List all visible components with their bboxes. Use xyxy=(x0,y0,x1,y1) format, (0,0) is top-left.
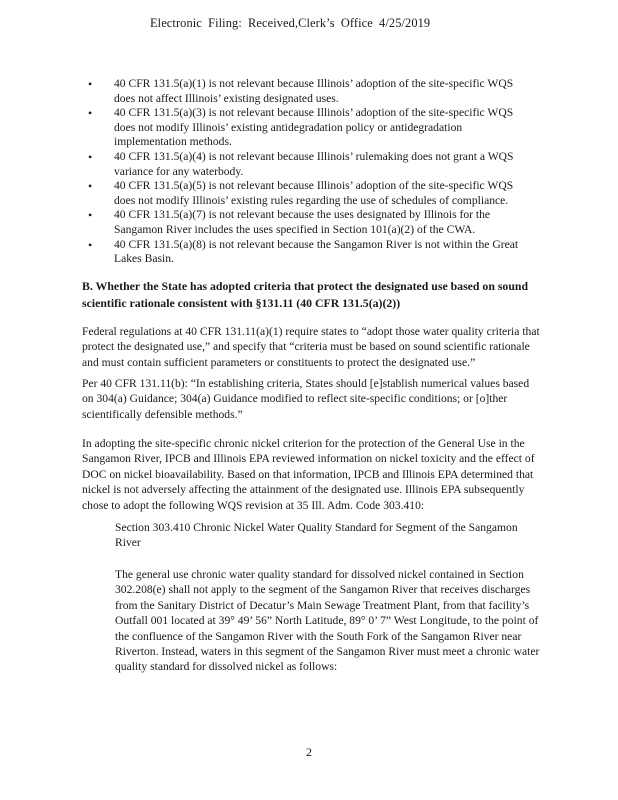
bullet-icon: • xyxy=(88,237,93,252)
bullet-text: 40 CFR 131.5(a)(4) is not relevant because Illinois’ rulemaking does not grant a WQS variance for any waterbody. xyxy=(114,149,514,178)
paragraph-criteria-guidance: Per 40 CFR 131.11(b): “In establishing criteria, States should [e]stablish numerical values based on 304(a) Guidance; 304(a) Guidance modified to reflect site-specific conditions; or [o]ther scientifically defensible methods.” xyxy=(82,377,530,421)
bullet-icon: • xyxy=(88,149,93,164)
list-item xyxy=(82,77,534,106)
list-item xyxy=(82,150,534,179)
bullet-icon: • xyxy=(88,179,93,194)
paragraph-federal-regulations: Federal regulations at 40 CFR 131.11(a)(1) require states to “adopt those water quality criteria that protect the designated use,” and specify that “criteria must be based on sound scientific rationale and must contain sufficient parameters or constituents to protect the designated use.” xyxy=(82,325,540,369)
bullet-list xyxy=(82,77,534,267)
filing-header: Electronic Filing: Received,Clerk’s Office 4/25/2019 xyxy=(150,16,431,30)
paragraph-nickel-criterion: In adopting the site-specific chronic nickel criterion for the protection of the General Use in the Sangamon River, IPCB and Illinois EPA reviewed information on nickel toxicity and the effect of DOC on nickel bioavailability. Based on that information, IPCB and Illinois EPA determined that nickel is not adversely affecting the attainment of the designated use. Illinois EPA subsequently chose to adopt the following WQS revision at 35 Ill. Adm. Code 303.410: xyxy=(82,437,535,512)
section-heading: B. Whether the State has adopted criteria that protect the designated use based on sound scientific rationale consistent with §131.11 (40 CFR 131.5(a)(2)) xyxy=(82,279,529,310)
list-item xyxy=(82,179,534,208)
bullet-icon: • xyxy=(88,106,93,121)
list-item xyxy=(82,238,534,267)
bullet-text: 40 CFR 131.5(a)(5) is not relevant because Illinois’ adoption of the site-specific WQS does not modify Illinois’ existing rules regarding the use of schedules of compliance. xyxy=(114,179,514,207)
bullet-icon: • xyxy=(88,208,93,223)
list-item xyxy=(82,208,534,237)
quoted-section-title: Section 303.410 Chronic Nickel Water Quality Standard for Segment of the Sangamon River xyxy=(115,521,518,550)
bullet-text: 40 CFR 131.5(a)(8) is not relevant because the Sangamon River is not within the Great Lakes Basin. xyxy=(114,237,519,266)
page-number: 2 xyxy=(306,745,312,759)
bullet-text: 40 CFR 131.5(a)(7) is not relevant because the uses designated by Illinois for the Sangamon River includes the uses specified in Section 101(a)(2) of the CWA. xyxy=(114,208,491,236)
bullet-text: 40 CFR 131.5(a)(3) is not relevant because Illinois’ adoption of the site-specific WQS does not modify Illinois’ existing antidegradation policy or antidegradation implementation methods. xyxy=(114,106,514,149)
list-item xyxy=(82,106,534,150)
bullet-icon: • xyxy=(88,77,93,91)
bullet-text: 40 CFR 131.5(a)(1) is not relevant because Illinois’ adoption of the site-specific WQS does not affect Illinois’ existing designated uses. xyxy=(114,77,514,105)
quoted-section-body: The general use chronic water quality standard for dissolved nickel contained in Section 302.208(e) shall not apply to the segment of the Sangamon River that receives discharges from the Sanitary District of Decatur’s Main Sewage Treatment Plant, from that facility’s Outfall 001 located at 39° 49’ 56” North Latitude, 89° 0’ 7” West Longitude, to the point of the confluence of the Sangamon River with the South Fork of the Sangamon River near Riverton. Instead, waters in this segment of the Sangamon River must meet a chronic water quality standard for dissolved nickel as follows: xyxy=(115,568,540,674)
